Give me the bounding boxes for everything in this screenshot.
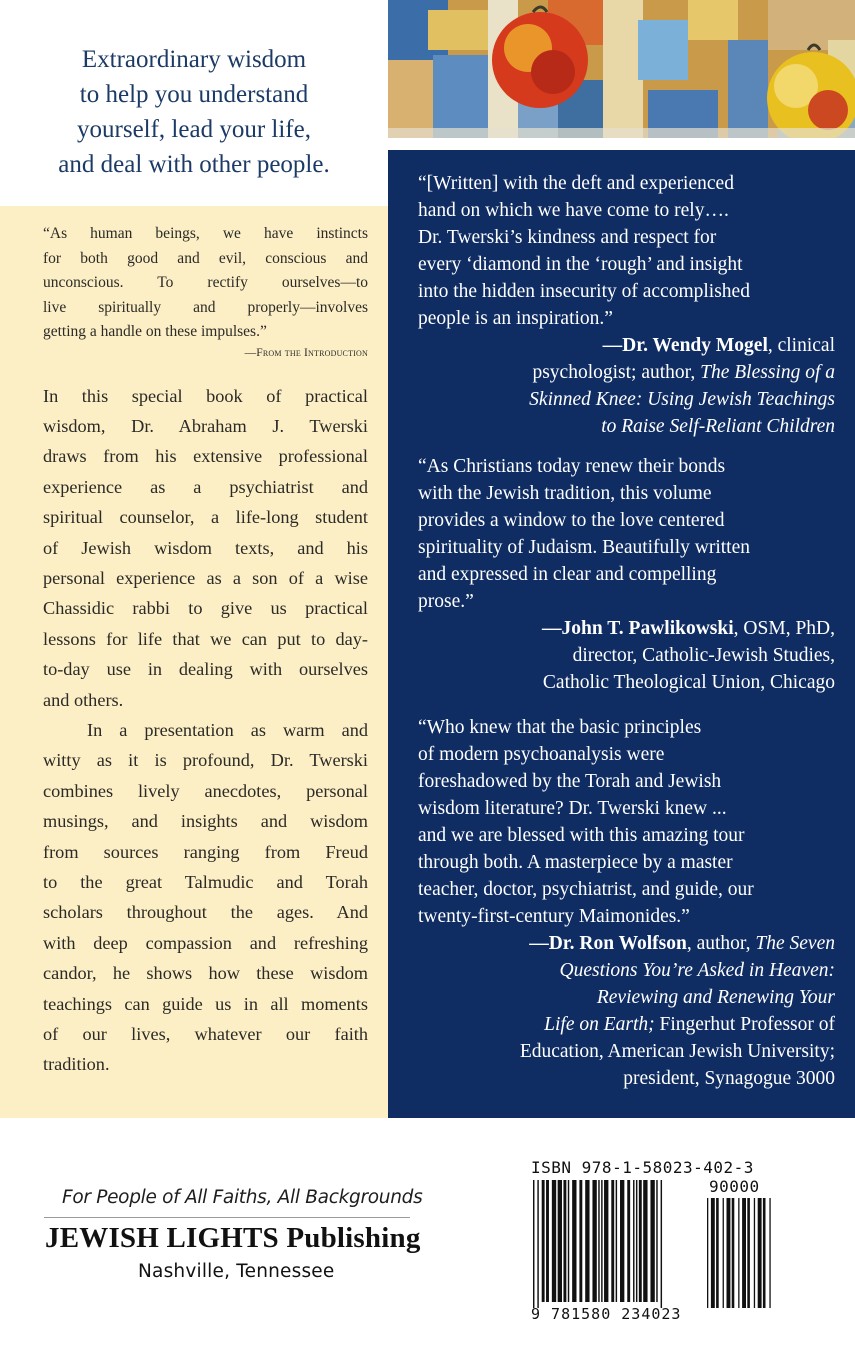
barcode-bar [639, 1180, 642, 1302]
addon-bar [747, 1198, 750, 1308]
barcode-bar [650, 1180, 654, 1302]
barcode-bar [633, 1180, 634, 1302]
description-line: of our lives, whatever our faith [43, 1024, 368, 1045]
quote-line: “As human beings, we have instincts [43, 225, 368, 242]
description-line: of Jewish wisdom texts, and his [43, 537, 368, 558]
isbn-number: ISBN 978-1-58023-402-3 [531, 1158, 754, 1177]
description-column [0, 206, 388, 1118]
attribution-text: psychologist; author, [532, 362, 696, 383]
tagline-line: yourself, lead your life, [77, 116, 311, 143]
endorsement-line: teacher, doctor, psychiatrist, and guide, our [418, 879, 754, 900]
addon-bar [742, 1198, 746, 1308]
publisher-location: Nashville, Tennessee [138, 1261, 335, 1282]
endorsement-wolfson [418, 714, 835, 1092]
isbn-barcode [531, 1158, 781, 1343]
endorsement-line: prose.” [418, 591, 474, 612]
barcode-bar [643, 1180, 647, 1302]
cover-painting [388, 0, 855, 138]
endorsement-pawlikowski [418, 453, 835, 696]
endorsement-attribution [418, 615, 835, 696]
barcode-bar [616, 1180, 617, 1302]
barcode-bar [598, 1180, 599, 1302]
attribution-text: , clinical [767, 335, 835, 356]
description-line: combines lively anecdotes, personal [43, 780, 368, 801]
addon-bar [723, 1198, 724, 1308]
barcode-bar [636, 1180, 637, 1302]
book-title: The Seven [755, 933, 835, 954]
description-line: draws from his extensive professional [43, 446, 368, 467]
endorsement-line: “[Written] with the deft and experienced [418, 173, 734, 194]
description-line: musings, and insights and wisdom [43, 811, 368, 832]
barcode-bar [656, 1180, 657, 1302]
endorsement-line: twenty-first-century Maimonides.” [418, 906, 690, 927]
description-line: to the great Talmudic and Torah [43, 872, 368, 892]
endorsement-line: every ‘diamond in the ‘rough’ and insight [418, 254, 743, 275]
description-line: to-day use in dealing with ourselves [43, 659, 368, 680]
addon-bar [738, 1198, 739, 1308]
attribution-text: Education, American Jewish University; [519, 1041, 835, 1062]
description-line: experience as a psychiatrist and [43, 476, 368, 497]
description-line: Chassidic rabbi to give us practical [43, 598, 368, 619]
description-line: tradition. [43, 1054, 110, 1075]
endorsement-line: foreshadowed by the Torah and Jewish [418, 771, 722, 792]
book-title: Questions You’re Asked in Heaven: [559, 960, 835, 981]
barcode-bar [558, 1180, 562, 1302]
tagline-section [0, 0, 388, 206]
description-line: wisdom, Dr. Abraham J. Twerski [43, 415, 368, 436]
quote-line: live spiritually and properly—involves [43, 298, 368, 316]
endorsement-line: and we are blessed with this amazing tour [418, 825, 745, 846]
book-title: Skinned Knee: Using Jewish Teachings [529, 389, 835, 410]
barcode-bar [620, 1180, 624, 1302]
cover-footer [0, 1118, 855, 1360]
addon-bar [763, 1198, 766, 1308]
tagline-line: and deal with other people. [58, 151, 330, 178]
description-line: with deep compassion and refreshing [43, 932, 368, 953]
addon-bar [727, 1198, 731, 1308]
barcode-bar [611, 1180, 614, 1302]
barcode-bar [585, 1180, 589, 1302]
description-line: scholars throughout the ages. And [43, 902, 368, 923]
attribution-text: director, Catholic-Jewish Studies, [572, 645, 835, 666]
ean-digits: 9 781580 234023 [531, 1305, 682, 1323]
quote-line: for both good and evil, conscious and [43, 249, 368, 267]
endorsement-line: through both. A masterpiece by a master [418, 852, 733, 873]
barcode-bar [592, 1180, 596, 1302]
book-title: Life on Earth; [544, 1014, 655, 1035]
book-title: Reviewing and Renewing Your [596, 987, 835, 1008]
addon-bar [758, 1198, 762, 1308]
endorsement-line: people is an inspiration.” [418, 308, 613, 329]
description-line: from sources ranging from Freud [43, 841, 368, 862]
publisher-slogan: For People of All Faiths, All Backgrounds [62, 1187, 423, 1208]
endorsement-attribution [418, 332, 835, 440]
barcode-bar [661, 1180, 662, 1308]
endorsements-column [388, 150, 855, 1118]
endorser-name: —Dr. Ron Wolfson [529, 933, 687, 954]
book-title: The Blessing of a [700, 362, 835, 383]
publisher-name: JEWISH LIGHTS Publishing [45, 1222, 421, 1254]
barcode-bar [542, 1180, 545, 1302]
book-description [43, 381, 368, 1080]
description-line: spiritual counselor, a life-long student [43, 507, 368, 528]
tagline-line: to help you understand [79, 81, 309, 108]
endorser-name: —John T. Pawlikowski [542, 618, 734, 639]
endorsement-line: and expressed in clear and compelling [418, 564, 717, 585]
barcode-bar [568, 1180, 569, 1302]
endorsement-mogel [418, 170, 835, 440]
endorsement-line: of modern psychoanalysis were [418, 744, 665, 765]
barcode-bar [572, 1180, 576, 1302]
attribution-text: , OSM, PhD, [733, 618, 835, 639]
endorsement-line: with the Jewish tradition, this volume [418, 483, 712, 504]
endorsement-line: wisdom literature? Dr. Twerski knew ... [418, 798, 727, 819]
quote-line: getting a handle on these impulses.” [43, 323, 267, 340]
description-line: personal experience as a son of a wise [43, 567, 368, 588]
addon-bar [716, 1198, 719, 1308]
endorsement-line: “As Christians today renew their bonds [418, 456, 726, 477]
barcode-bar [533, 1180, 534, 1308]
endorsement-line: spirituality of Judaism. Beautifully written [418, 537, 750, 558]
barcode-bar [552, 1180, 556, 1302]
introduction-attribution: —From the Introduction [244, 346, 368, 359]
introduction-quote [43, 222, 368, 345]
addon-bar [707, 1198, 708, 1308]
barcode-bar [601, 1180, 602, 1302]
description-line: candor, he shows how these wisdom [43, 963, 368, 984]
attribution-text: , author, [686, 933, 751, 954]
tagline-line: Extraordinary wisdom [81, 46, 307, 73]
barcode-bar [604, 1180, 608, 1302]
addon-bar [769, 1198, 770, 1308]
addon-bar [711, 1198, 715, 1308]
book-title: to Raise Self-Reliant Children [601, 416, 835, 437]
endorsement-attribution [418, 930, 835, 1092]
description-line: and others. [43, 689, 124, 710]
attribution-text: president, Synagogue 3000 [623, 1068, 835, 1089]
description-line: teachings can guide us in all moments [43, 993, 368, 1014]
tagline [58, 42, 329, 182]
addon-bar [732, 1198, 735, 1308]
barcode-bar [563, 1180, 566, 1302]
endorsement-line: “Who knew that the basic principles [418, 717, 702, 738]
endorser-name: —Dr. Wendy Mogel [602, 335, 768, 356]
divider [44, 1217, 410, 1218]
description-line: lessons for life that we can put to day- [43, 628, 368, 649]
barcode-bar [579, 1180, 582, 1302]
endorsement-line: Dr. Twerski’s kindness and respect for [418, 227, 717, 248]
description-line: In a presentation as warm and [87, 719, 368, 740]
endorsement-line: into the hidden insecurity of accomplished [418, 281, 750, 302]
barcode-bar [627, 1180, 630, 1302]
barcode-bar [546, 1180, 549, 1302]
attribution-text: Catholic Theological Union, Chicago [542, 672, 835, 693]
attribution-text: Fingerhut Professor of [654, 1014, 835, 1035]
price-code: 90000 [709, 1177, 760, 1196]
quote-line: unconscious. To rectify ourselves—to [43, 274, 368, 291]
endorsement-line: provides a window to the love centered [418, 510, 725, 531]
barcode-bar [537, 1180, 538, 1308]
endorsement-line: hand on which we have come to rely…. [418, 200, 729, 221]
description-line: In this special book of practical [43, 385, 368, 406]
addon-bar [754, 1198, 755, 1308]
description-line: witty as it is profound, Dr. Twerski [43, 750, 368, 771]
